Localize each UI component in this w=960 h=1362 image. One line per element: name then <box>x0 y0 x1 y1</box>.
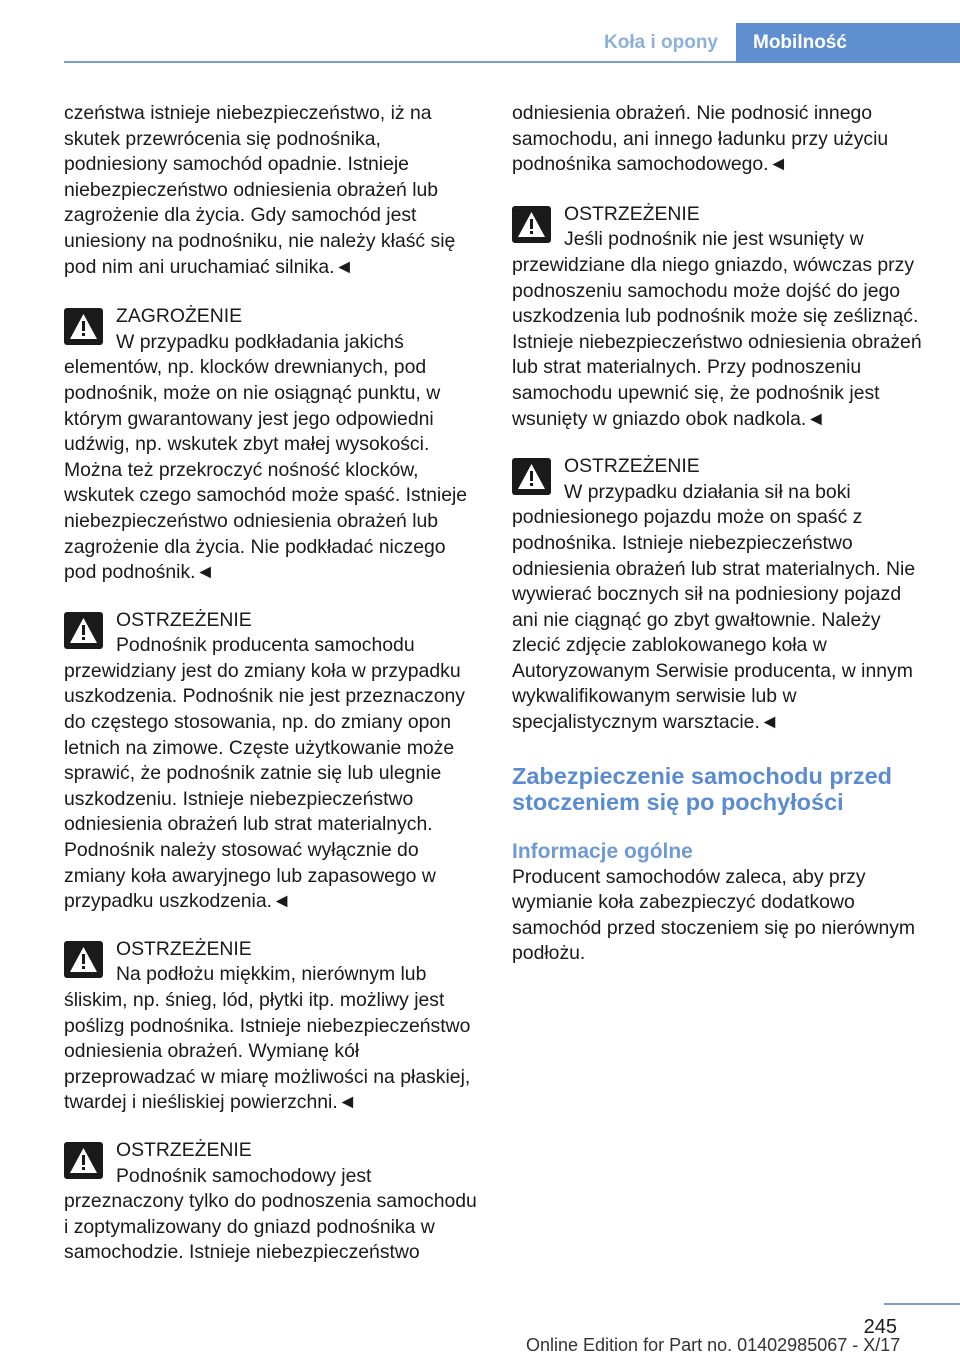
tab-mobilnosc[interactable]: Mobilność <box>736 23 960 63</box>
section-title: Zabezpieczenie samochodu przed stoczeniem się po pochyłości <box>512 762 893 815</box>
warning-title: OSTRZEŻENIE <box>564 455 700 478</box>
warning-block <box>64 1138 478 1266</box>
footer-rule <box>884 1303 960 1305</box>
edition-note: Online Edition for Part no. 01402985067 - X/17 <box>526 1335 901 1355</box>
warning-body: Podnośnik samochodowy jest przeznaczony tylko do podnoszenia samochodu i zoptymalizowany do gniazd podnośnika w samochodzie. Istnieje niebezpieczeństwo <box>64 1164 477 1264</box>
warning-triangle-icon <box>64 308 103 345</box>
warning-triangle-icon <box>64 1142 103 1179</box>
warning-title: OSTRZEŻENIE <box>116 937 252 960</box>
warning-triangle-icon <box>64 941 103 978</box>
warning-title: OSTRZEŻENIE <box>564 202 700 225</box>
warning-block <box>512 454 926 736</box>
warning-block <box>64 304 478 586</box>
tab-kola-i-opony[interactable]: Koła i opony <box>604 32 718 53</box>
warning-block <box>64 608 478 915</box>
warning-triangle-icon <box>512 458 551 495</box>
warning-title: ZAGROŻENIE <box>116 305 243 328</box>
warning-triangle-icon <box>512 206 551 243</box>
left-intro-paragraph: czeństwa istnieje niebezpieczeństwo, iż na skutek przewrócenia się podnośnika, podniesiony samochód opadnie. Istnieje niebezpieczeństwo odniesienia obrażeń lub zagrożenie dla życia. Gdy samochód jest uniesiony na podnośniku, nie należy kłaść się pod nim ani uruchamiać silnika.◄ <box>64 102 456 278</box>
warning-title: OSTRZEŻENIE <box>116 608 252 631</box>
warning-block <box>64 937 478 1116</box>
subsection-body: Producent samochodów zaleca, aby przy wymianie koła zabezpieczyć dodatkowo samochód przed stoczeniem się po nierównym podłożu. <box>512 865 916 965</box>
left-column <box>64 101 478 1266</box>
warning-triangle-icon <box>64 612 103 649</box>
page-number: 245 <box>863 1316 897 1338</box>
subsection-title: Informacje ogólne <box>512 839 693 863</box>
warning-body: Podnośnik producenta samochodu przewidziany jest do zmiany koła w przypadku uszkodzenia. Podnośnik nie jest przeznaczony do częstego stosowania, np. do zmiany opon letnich na zimowe. Częste użytkowanie może sprawić, że podnośnik zatnie się lub ulegnie uszkodzeniu. Istnieje niebezpieczeństwo odniesienia obrażeń lub strat materialnych. Podnośnik należy stosować wyłącznie do zmiany koła awaryjnego lub zapasowego w przypadku uszkodzenia.◄ <box>64 634 465 913</box>
warning-body: Jeśli podnośnik nie jest wsunięty w przewidziane dla niego gniazdo, wówczas przy podnoszeniu samochodu może dojść do jego uszkodzenia lub podnośnik może się ześliznąć. Istnieje niebezpieczeństwo odniesienia obrażeń lub strat materialnych. Przy podnoszeniu samochodu upewnić się, że podnośnik jest wsunięty w gniazdo obok nadkola.◄ <box>512 228 922 430</box>
warning-body: W przypadku podkładania jakichś elementów, np. klocków drewnianych, pod podnośnik, może on nie osiągnąć punktu, w którym gwarantowany jest jego odpowiedni udźwig, np. wskutek zbyt małej wysokości. Można też przekroczyć nośność klocków, wskutek czego samochód może spaść. Istnieje niebezpieczeństwo odniesienia obrażeń lub zagrożenie dla życia. Nie podkładać niczego pod podnośnik.◄ <box>64 330 468 584</box>
warning-title: OSTRZEŻENIE <box>116 1138 252 1161</box>
warning-body: Na podłożu miękkim, nierównym lub śliskim, np. śnieg, lód, płytki itp. możliwy jest poślizg podnośnika. Istnieje niebezpieczeństwo odniesienia obrażeń. Wymianę kół przeprowadzać w miarę możliwości na płaskiej, twardej i nieśliskiej powierzchni.◄ <box>64 963 471 1114</box>
warning-body: W przypadku działania sił na boki podniesionego pojazdu może on spaść z podnośnika. Istnieje niebezpieczeństwo odniesienia obrażeń lub strat materialnych. Nie wywierać bocznych sił na podniesiony pojazd ani nie ciągnąć go zbyt gwałtownie. Należy zlecić zdjęcie zablokowanego koła w Autoryzowanym Serwisie producenta, w innym wykwalifikowanym serwisie lub w specjalistycznym warsztacie.◄ <box>512 480 916 734</box>
warning-block <box>512 202 926 432</box>
right-column <box>512 101 926 967</box>
right-intro-paragraph: odniesienia obrażeń. Nie podnosić innego samochodu, ani innego ładunku przy użyciu podnośnika samochodowego.◄ <box>512 102 889 176</box>
